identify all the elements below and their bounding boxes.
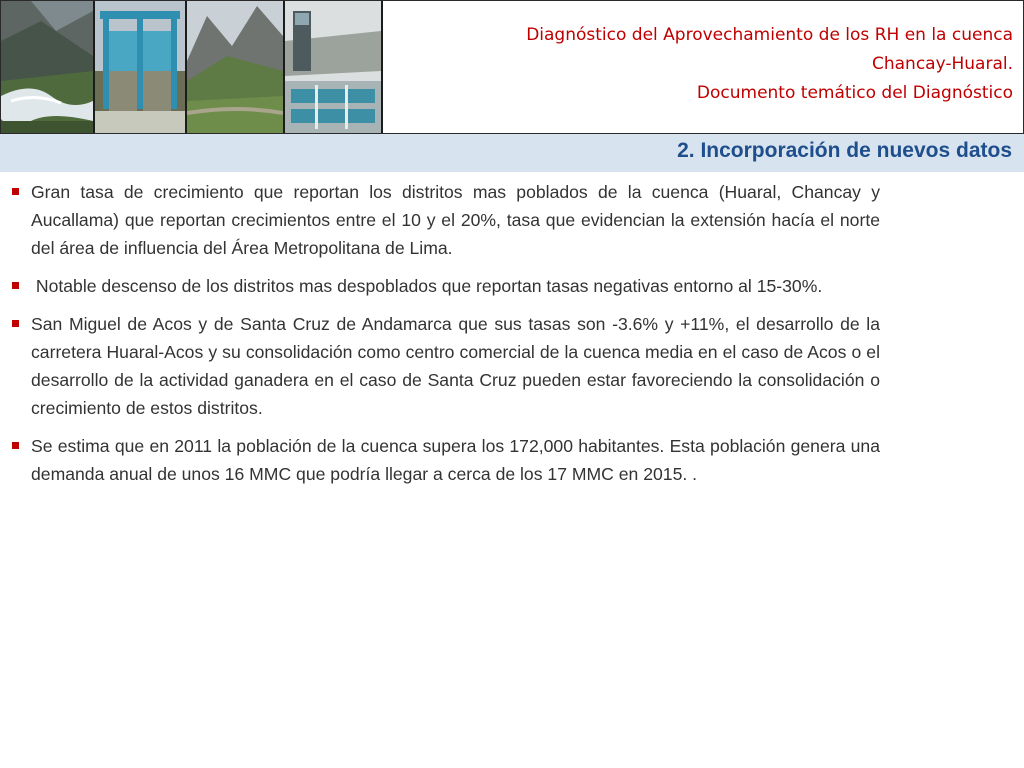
square-bullet-icon <box>12 188 19 195</box>
square-bullet-icon <box>12 320 19 327</box>
dam-gates-photo <box>95 1 185 133</box>
square-bullet-icon <box>12 442 19 449</box>
bullet-text: Gran tasa de crecimiento que reportan los distritos mas poblados de la cuenca (Huaral, Chancay y Aucallama) que reportan crecimientos entre el 10 y el 20%, tasa que evidencian la extensión hacía el norte del área de influencia del Área Metropolitana de Lima. <box>31 182 880 258</box>
document-title-line-1: Diagnóstico del Aprovechamiento de los RH en la cuenca <box>526 25 1013 45</box>
bullet-text: Notable descenso de los distritos mas despoblados que reportan tasas negativas entorno al 15-30%. <box>31 276 823 296</box>
slide-header <box>0 0 1024 134</box>
square-bullet-icon <box>12 282 19 289</box>
river-photo <box>1 1 93 133</box>
bullet-item <box>10 272 880 300</box>
bullet-list <box>10 178 880 498</box>
section-title: 2. Incorporación de nuevos datos <box>677 139 1012 162</box>
document-title-line-3: Documento temático del Diagnóstico <box>696 83 1013 103</box>
bullet-text: San Miguel de Acos y de Santa Cruz de Andamarca que sus tasas son -3.6% y +11%, el desarrollo de la carretera Huaral-Acos y su consolidación como centro comercial de la cuenca media en el caso de Acos o el desarrollo de la actividad ganadera en el caso de Santa Cruz pueden estar favoreciendo la consolidación o crecimiento de estos distritos. <box>31 314 880 418</box>
header-photo-strip <box>1 1 381 133</box>
document-title-line-2: Chancay-Huaral. <box>871 54 1013 74</box>
bullet-item <box>10 432 880 488</box>
bullet-item <box>10 178 880 262</box>
mountain-valley-photo <box>187 1 283 133</box>
document-title <box>393 21 1013 108</box>
section-band <box>0 134 1024 172</box>
bullet-item <box>10 310 880 422</box>
water-tanks-photo <box>285 1 381 133</box>
bullet-text: Se estima que en 2011 la población de la cuenca supera los 172,000 habitantes. Esta población genera una demanda anual de unos 16 MMC que podría llegar a cerca de los 17 MMC en 2015. . <box>31 436 880 484</box>
header-divider <box>381 1 383 133</box>
